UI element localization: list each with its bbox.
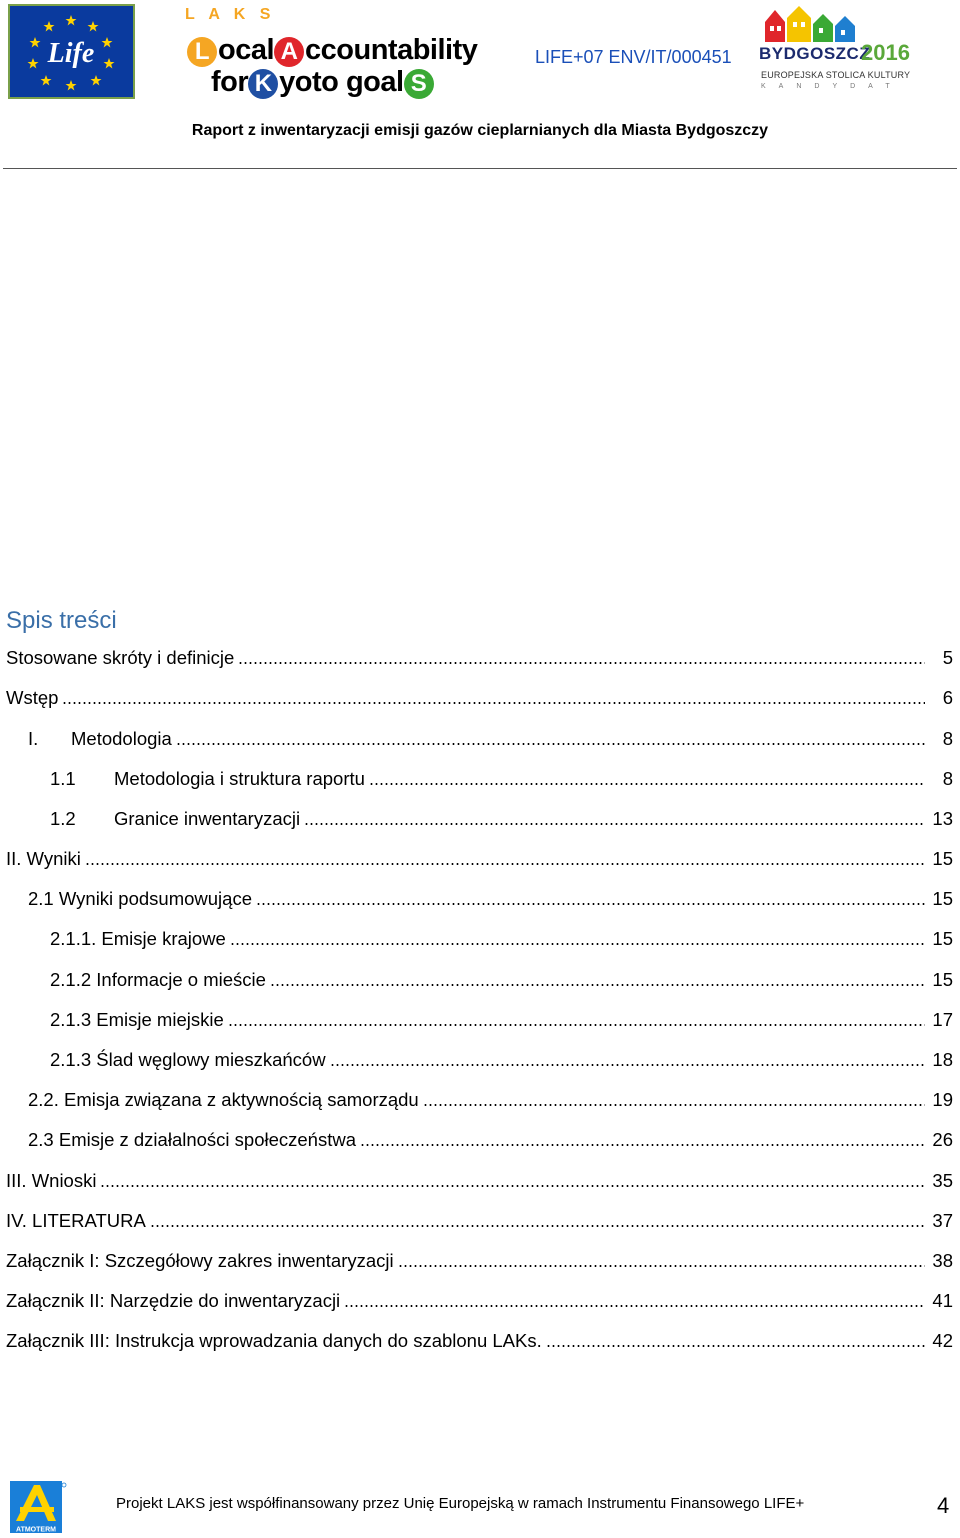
toc-entry-number: 1.2: [50, 808, 76, 829]
toc-page-number: 8: [940, 727, 953, 751]
toc-page-number: 15: [929, 847, 953, 871]
toc-dot-leader: [62, 702, 925, 704]
toc-page-number: 17: [929, 1008, 953, 1032]
toc-dot-leader: [270, 984, 925, 986]
toc-dot-leader: [238, 662, 925, 664]
toc-dot-leader: [304, 823, 925, 825]
bydgoszcz-year: 2016: [861, 40, 910, 65]
footer-funding-note: Projekt LAKS jest współfinansowany przez Unię Europejską w ramach Instrumentu Finansowego LIFE+: [116, 1495, 805, 1512]
toc-entry[interactable]: 1.1 Metodologia i struktura raportu 8: [50, 768, 953, 789]
toc-dot-leader: [85, 863, 925, 865]
toc-page-number: 35: [929, 1169, 953, 1193]
page-number: 4: [937, 1493, 950, 1518]
toc-entry[interactable]: Stosowane skróty i definicje 5: [6, 647, 953, 668]
life-eu-logo: [8, 4, 135, 99]
toc-dot-leader: [360, 1144, 925, 1146]
laks-letter-a: A: [274, 37, 304, 67]
toc-entry[interactable]: Załącznik II: Narzędzie do inwentaryzacji 41: [6, 1290, 953, 1311]
toc-entry[interactable]: 2.1.3 Emisje miejskie 17: [50, 1009, 953, 1030]
atmoterm-logo: [10, 1481, 67, 1533]
toc-entry-number: 1.1: [50, 768, 76, 789]
project-code: LIFE+07 ENV/IT/000451: [535, 47, 732, 67]
toc-page-number: 15: [929, 927, 953, 951]
toc-page-number: 18: [929, 1048, 953, 1072]
toc-page-number: 42: [929, 1329, 953, 1353]
toc-dot-leader: [100, 1185, 925, 1187]
toc-dot-leader: [176, 743, 925, 745]
toc-page-number: 13: [929, 807, 953, 831]
document-title: Raport z inwentaryzacji emisji gazów cieplarnianych dla Miasta Bydgoszczy: [191, 122, 769, 139]
toc-entry[interactable]: I. Metodologia 8: [28, 728, 953, 749]
toc-page-number: 41: [929, 1289, 953, 1313]
toc-entry[interactable]: 2.1.1. Emisje krajowe 15: [50, 928, 953, 949]
toc-dot-leader: [369, 783, 925, 785]
toc-entry[interactable]: Załącznik III: Instrukcja wprowadzania danych do szablonu LAKs. 42: [6, 1330, 953, 1351]
toc-entry[interactable]: 1.2 Granice inwentaryzacji 13: [50, 808, 953, 829]
toc-entry[interactable]: 2.3 Emisje z działalności społeczeństwa 26: [28, 1129, 953, 1150]
toc-dot-leader: [150, 1225, 925, 1227]
laks-letter-l: L: [187, 37, 217, 67]
toc-entry[interactable]: IV. LITERATURA 37: [6, 1210, 953, 1231]
toc-page-number: 8: [940, 767, 953, 791]
toc-dot-leader: [423, 1104, 925, 1106]
laks-line-1: L ocal A ccountability: [187, 34, 477, 67]
toc-dot-leader: [228, 1024, 925, 1026]
toc-dot-leader: [330, 1064, 925, 1066]
atmoterm-icon: [10, 1481, 67, 1533]
laks-letter-s: S: [404, 69, 434, 99]
toc-page-number: 38: [929, 1249, 953, 1273]
toc-entry[interactable]: 2.1 Wyniki podsumowujące 15: [28, 888, 953, 909]
toc-entry-number: I.: [28, 728, 39, 749]
toc-page-number: 6: [940, 686, 953, 710]
toc-dot-leader: [546, 1345, 925, 1347]
header-divider: [3, 168, 957, 169]
bydgoszcz-kandydat: KANDYDAT: [761, 83, 903, 90]
svg-text:ATMOTERM: ATMOTERM: [16, 1526, 56, 1533]
svg-text:Life: Life: [47, 38, 95, 69]
bydgoszcz-2016-logo: [757, 4, 912, 94]
toc-page-number: 15: [929, 968, 953, 992]
toc-entry[interactable]: III. Wnioski 35: [6, 1170, 953, 1191]
laks-letter-k: K: [248, 69, 278, 99]
toc-entry[interactable]: 2.2. Emisja związana z aktywnością samorządu 19: [28, 1089, 953, 1110]
toc-page-number: 15: [929, 887, 953, 911]
toc-entry[interactable]: Załącznik I: Szczegółowy zakres inwentaryzacji 38: [6, 1250, 953, 1271]
toc-page-number: 5: [940, 646, 953, 670]
toc-entry[interactable]: II. Wyniki 15: [6, 848, 953, 869]
toc-dot-leader: [256, 903, 925, 905]
bydgoszcz-subtitle: EUROPEJSKA STOLICA KULTURY: [761, 70, 911, 80]
toc-dot-leader: [398, 1265, 925, 1267]
toc-dot-leader: [344, 1305, 925, 1307]
bydgoszcz-wordmark: BYDGOSZCZ: [759, 44, 871, 63]
laks-acronym: L A K S: [185, 6, 276, 23]
laks-logo: [185, 6, 495, 98]
toc-dot-leader: [230, 943, 925, 945]
laks-line-2: for K yoto goal S: [211, 66, 435, 99]
toc-entry[interactable]: 2.1.2 Informacje o mieście 15: [50, 969, 953, 990]
toc-entry[interactable]: Wstęp 6: [6, 687, 953, 708]
toc-page-number: 26: [929, 1128, 953, 1152]
eu-stars-icon: [10, 6, 133, 97]
toc-page-number: 19: [929, 1088, 953, 1112]
toc-page-number: 37: [929, 1209, 953, 1233]
toc-heading: Spis treści: [6, 607, 117, 634]
toc-entry[interactable]: 2.1.3 Ślad węglowy mieszkańców 18: [50, 1049, 953, 1070]
